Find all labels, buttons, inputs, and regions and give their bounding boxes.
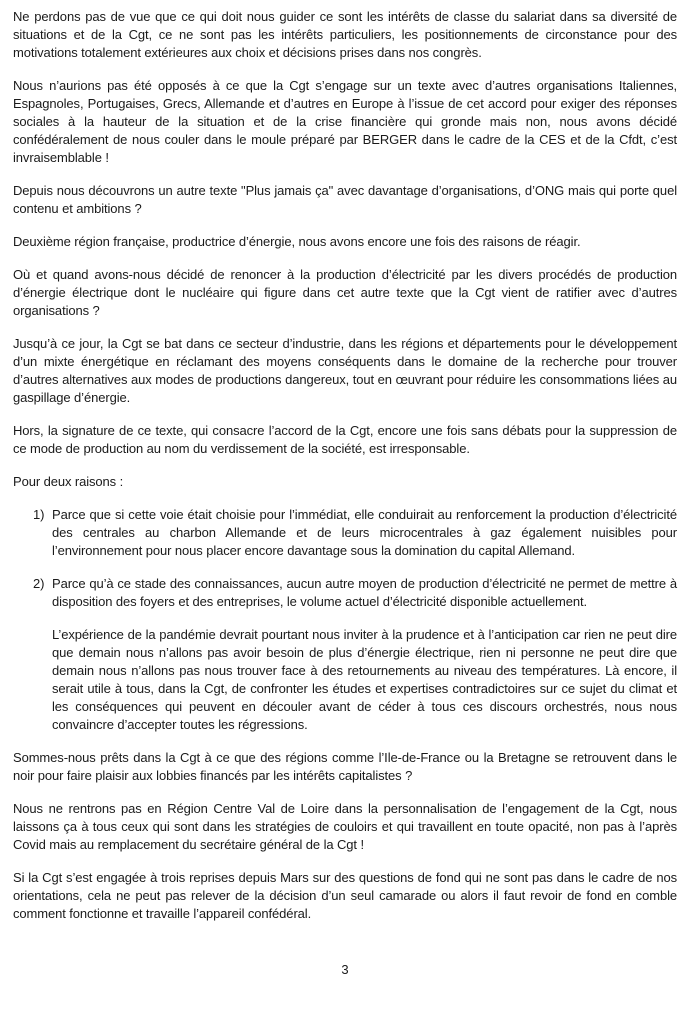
paragraph-plus-jamais-ca: Depuis nous découvrons un autre texte "Plus jamais ça" avec davantage d’organisations, d’ONG mais qui porte quel contenu et ambitions ?: [13, 183, 677, 216]
paragraph-sommes-nous-prets: Sommes-nous prêts dans la Cgt à ce que des régions comme l’Ile-de-France ou la Bretagne se retrouvent dans le noir pour faire plaisir aux lobbies financés par les intérêts capitalistes ?: [13, 750, 677, 783]
paragraph-region-centre-val-de-loire: Nous ne rentrons pas en Région Centre Val de Loire dans la personnalisation de l’engagement de la Cgt, nous laissons ça à tous ceux qui sont dans les stratégies de couloirs et qui travaillent en toute opacité, non pas à l’après Covid mais au remplacement du secrétaire général de la Cgt !: [13, 801, 677, 852]
list-marker-1: 1): [33, 507, 45, 522]
paragraph-signature-irresponsable: Hors, la signature de ce texte, qui consacre l’accord de la Cgt, encore une fois sans débats pour la suppression de ce mode de production au nom du verdissement de la société, est irresponsable.: [13, 423, 677, 456]
paragraph-mixte-energetique: Jusqu’à ce jour, la Cgt se bat dans ce secteur d’industrie, dans les régions et départements pour le développement d’un mixte énergétique en réclamant des moyens conséquents dans le domaine de la recherche pour trouver d’autres alternatives aux modes de productions dangereux, tout en œuvrant pour réduire les consommations liées au gaspillage d’énergie.: [13, 336, 677, 405]
paragraph-european-text: Nous n’aurions pas été opposés à ce que la Cgt s’engage sur un texte avec d’autres organisations Italiennes, Espagnoles, Portugaises, Grecs, Allemande et d’autres en Europe à l’issue de cet accord pour exiger des réponses sociales à la hauteur de la situation et de la crise financière qui gronde mais non, nous avons décidé confédéralement de nous couler dans le moule préparé par BERGER dans le cadre de la CES et de la Cfdt, c’est invraisemblable !: [13, 78, 677, 165]
paragraph-ou-et-quand: Où et quand avons-nous décidé de renoncer à la production d’électricité par les divers procédés de production d’énergie électrique dont le nucléaire qui figure dans cet autre texte que la Cgt vient de ratifier avec d’autres organisations ?: [13, 267, 677, 318]
paragraph-si-la-cgt: Si la Cgt s’est engagée à trois reprises depuis Mars sur des questions de fond qui ne sont pas dans le cadre de nos orientations, cela ne peut pas relever de la décision d’un seul camarade ou alors il faut revoir de fond en comble comment fonctionne et travaille l’appareil confédéral.: [13, 870, 677, 921]
paragraph-intro-class-interests: Ne perdons pas de vue que ce qui doit nous guider ce sont les intérêts de classe du salariat dans sa diversité de situations et de la Cgt, ce ne sont pas les intérêts particuliers, les positionnements de circonstance pour des motivations totalement extérieures aux choix et décisions prises dans nos congrès.: [13, 9, 677, 60]
list-marker-2: 2): [33, 576, 45, 591]
list-text-1: Parce que si cette voie était choisie pour l’immédiat, elle conduirait au renforcement la production d’électricité des centrales au charbon Allemande et de leurs microcentrales à gaz également nuisibles pour l’environnement pour nous placer encore davantage sous la domination du capital Allemand.: [52, 507, 677, 558]
list-item-1: [13, 506, 677, 560]
paragraph-pour-deux-raisons: Pour deux raisons :: [13, 474, 124, 489]
page-number: 3: [341, 962, 349, 977]
paragraph-pandemie-continuation: L’expérience de la pandémie devrait pourtant nous inviter à la prudence et à l’anticipation car rien ne peut dire que demain nous n’allons pas avoir besoin de plus d’énergie électrique, rien ni personne ne peut dire que demain nous n’allons pas nous trouver face à des retournements au niveau des températures. Là encore, il serait utile à tous, dans la Cgt, de confronter les études et expertises contradictoires sur ce sujet du climat et les conséquences qui peuvent en découler avant de céder à tous ces discours orchestrés, nous nous convaincre d’accepter toutes les régressions.: [52, 627, 677, 732]
list-item-2: [13, 575, 677, 611]
list-text-2: Parce qu’à ce stade des connaissances, aucun autre moyen de production d’électricité ne permet de mettre à disposition des foyers et des entreprises, le volume actuel d’électricité disponible actuellement.: [52, 576, 677, 609]
paragraph-deuxieme-region: Deuxième région française, productrice d’énergie, nous avons encore une fois des raisons de réagir.: [13, 234, 581, 249]
